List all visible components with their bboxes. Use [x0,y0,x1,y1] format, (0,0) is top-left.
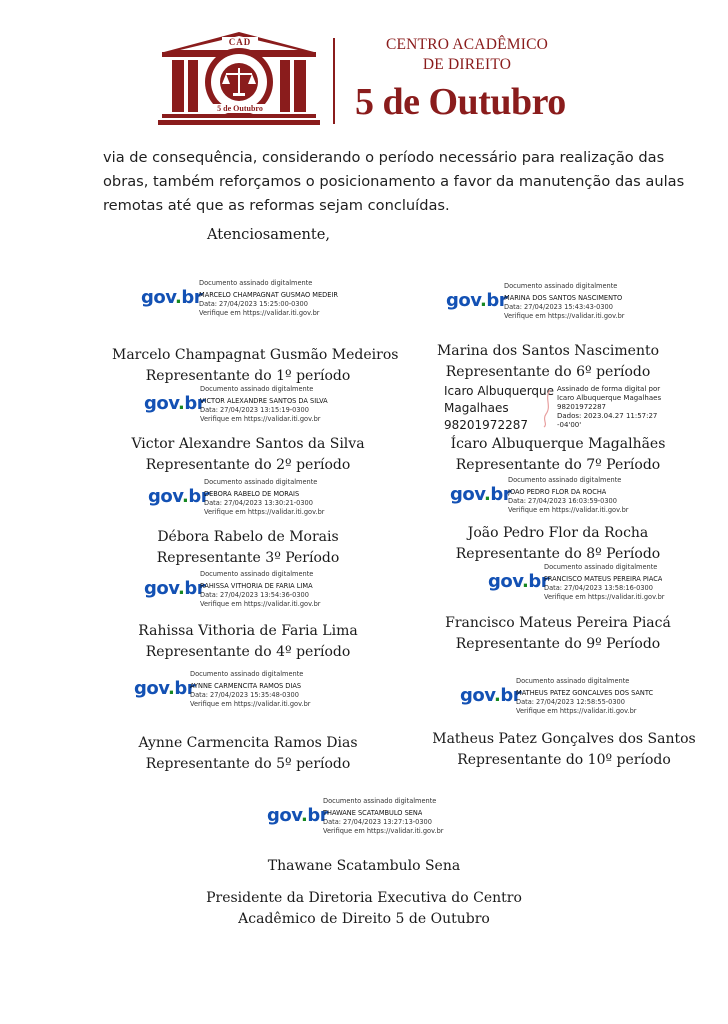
signatory-role: Representante do 8º Período [455,546,661,562]
president-name: Thawane Scatambulo Sena [267,858,461,874]
govbr-signature-stamp [144,570,344,614]
govbr-signature-stamp [144,385,344,429]
signatory-name: Marina dos Santos Nascimento [436,343,660,359]
signatory-name: Débora Rabelo de Morais [157,529,339,545]
icaro-signature-name: Icaro Albuquerque Magalhaes 98201972287 [444,384,555,432]
stamp-signer: MARCELO CHAMPAGNAT GUSMAO MEDEIR [199,291,338,299]
body-line: obras, também reforçamos o posicionamento a favor da manutenção das aulas [103,173,685,190]
stamp-header: Documento assinado digitalmente [323,797,437,805]
stamp-date: Data: 27/04/2023 13:27:13-0300 [323,818,432,826]
stamp-header: Documento assinado digitalmente [516,677,630,685]
stamp-date: Data: 27/04/2023 16:03:59-0300 [508,497,617,505]
stamp-signer: RAHISSA VITHORIA DE FARIA LIMA [200,582,313,590]
stamp-signer: THAWANE SCATAMBULO SENA [323,809,423,817]
signatory-role: Representante 3º Período [156,550,340,566]
govbr-signature-stamp [460,677,665,721]
stamp-verify-link[interactable]: Verifique em https://validar.iti.gov.br [544,593,665,601]
stamp-signer: FRANCISCO MATEUS PEREIRA PIACA [544,575,663,583]
stamp-date: Data: 27/04/2023 15:43:43-0300 [504,303,613,311]
signatory-block [426,729,702,771]
signatory-name: João Pedro Flor da Rocha [467,525,649,541]
org-name-big: 5 de Outubro [355,81,566,123]
stamp-date: Data: 27/04/2023 13:54:36-0300 [200,591,309,599]
stamp-verify-link[interactable]: Verifique em https://validar.iti.gov.br [516,707,637,715]
stamp-date: Data: 27/04/2023 13:58:16-0300 [544,584,653,592]
signatory-role: Representante do 1º período [145,368,351,384]
signatory-name: Francisco Mateus Pereira Piacá [445,615,671,631]
header-divider [333,38,335,124]
signatory-block [430,434,686,476]
icaro-signature-details: Assinado de forma digital por Icaro Albuquerque Magalhaes 98201972287 Dados: 2023.04.27 11:57:27 -04'00' [557,385,662,429]
stamp-verify-link[interactable]: Verifique em https://validar.iti.gov.br [199,309,320,317]
signatory-block [112,733,384,775]
body-paragraph [103,146,685,218]
stamp-header: Documento assinado digitalmente [504,282,618,290]
stamp-signer: MARINA DOS SANTOS NASCIMENTO [504,294,623,302]
stamp-header: Documento assinado digitalmente [204,478,318,486]
president-title: Presidente da Diretoria Executiva do Centro Acadêmico de Direito 5 de Outubro [206,890,522,927]
signatory-name: Marcelo Champagnat Gusmão Medeiros [112,347,399,363]
stamp-signer: DEBORA RABELO DE MORAIS [204,490,300,498]
stamp-verify-link[interactable]: Verifique em https://validar.iti.gov.br [200,600,321,608]
signatory-block [430,523,686,565]
stamp-verify-link[interactable]: Verifique em https://validar.iti.gov.br [504,312,625,320]
stamp-header: Documento assinado digitalmente [190,670,304,678]
stamp-verify-link[interactable]: Verifique em https://validar.iti.gov.br [508,506,629,514]
stamp-verify-link[interactable]: Verifique em https://validar.iti.gov.br [200,415,321,423]
govbr-signature-stamp [141,279,346,323]
signatory-name: Rahissa Vithoria de Faria Lima [138,623,358,639]
signatory-name: Ícaro Albuquerque Magalhães [450,436,666,452]
closing-salutation: Atenciosamente, [207,226,331,243]
signatory-block [112,621,384,663]
stamp-date: Data: 27/04/2023 15:35:48-0300 [190,691,299,699]
signatory-role: Representante do 10º período [457,752,671,768]
stamp-verify-link[interactable]: Verifique em https://validar.iti.gov.br [190,700,311,708]
stamp-verify-link[interactable]: Verifique em https://validar.iti.gov.br [204,508,325,516]
signatory-block [430,341,666,383]
stamp-header: Documento assinado digitalmente [508,476,622,484]
govbr-logo: gov.br [141,287,203,308]
org-name-line2: DE DIREITO [422,56,512,73]
logo-bottom-text: 5 de Outubro [208,104,272,113]
govbr-signature-stamp [488,563,688,607]
stamp-date: Data: 27/04/2023 13:30:21-0300 [204,499,313,507]
govbr-signature-stamp [134,670,334,714]
govbr-signature-stamp [446,282,646,326]
stamp-signer: AYNNE CARMENCITA RAMOS DIAS [190,682,302,690]
signatory-name: Victor Alexandre Santos da Silva [131,436,365,452]
signatory-name: Matheus Patez Gonçalves dos Santos [432,731,696,747]
signatory-role: Representante do 6º período [445,364,651,380]
signatory-role: Representante do 9º Período [455,636,661,652]
org-name-line1: CENTRO ACADÊMICO [385,36,549,53]
stamp-header: Documento assinado digitalmente [199,279,313,287]
stamp-date: Data: 27/04/2023 13:15:19-0300 [200,406,309,414]
govbr-logo: gov.br [488,571,550,592]
stamp-header: Documento assinado digitalmente [200,385,314,393]
stamp-signer: VICTOR ALEXANDRE SANTOS DA SILVA [200,397,328,405]
signatory-block [112,527,384,569]
govbr-signature-stamp [148,478,348,522]
signatory-block [430,613,686,655]
logo-top-text: CAD [222,37,258,47]
stamp-signer: MATHEUS PATEZ GONCALVES DOS SANTC [516,689,654,697]
govbr-logo: gov.br [144,393,206,414]
stamp-date: Data: 27/04/2023 12:58:55-0300 [516,698,625,706]
body-line: remotas até que as reformas sejam concluídas. [103,197,450,214]
govbr-signature-stamp [267,797,467,841]
govbr-signature-stamp [450,476,650,520]
signatory-role: Representante do 7º Período [455,457,661,473]
govbr-logo: gov.br [450,484,512,505]
govbr-logo: gov.br [134,678,196,699]
signatory-name: Aynne Carmencita Ramos Dias [138,735,358,751]
govbr-logo: gov.br [460,685,522,706]
stamp-signer: JOAO PEDRO FLOR DA ROCHA [508,488,607,496]
body-line: via de consequência, considerando o período necessário para realização das [103,149,665,166]
stamp-date: Data: 27/04/2023 15:25:00-0300 [199,300,308,308]
stamp-header: Documento assinado digitalmente [200,570,314,578]
govbr-logo: gov.br [144,578,206,599]
stamp-verify-link[interactable]: Verifique em https://validar.iti.gov.br [323,827,444,835]
govbr-logo: gov.br [446,290,508,311]
signatory-role: Representante do 4º período [145,644,351,660]
signatory-role: Representante do 2º período [145,457,351,473]
govbr-logo: gov.br [267,805,329,826]
signature-mark-icon [538,388,554,428]
signatory-role: Representante do 5º período [145,756,351,772]
signatory-block [112,434,384,476]
signatory-block [112,345,399,387]
govbr-logo: gov.br [148,486,210,507]
stamp-header: Documento assinado digitalmente [544,563,658,571]
